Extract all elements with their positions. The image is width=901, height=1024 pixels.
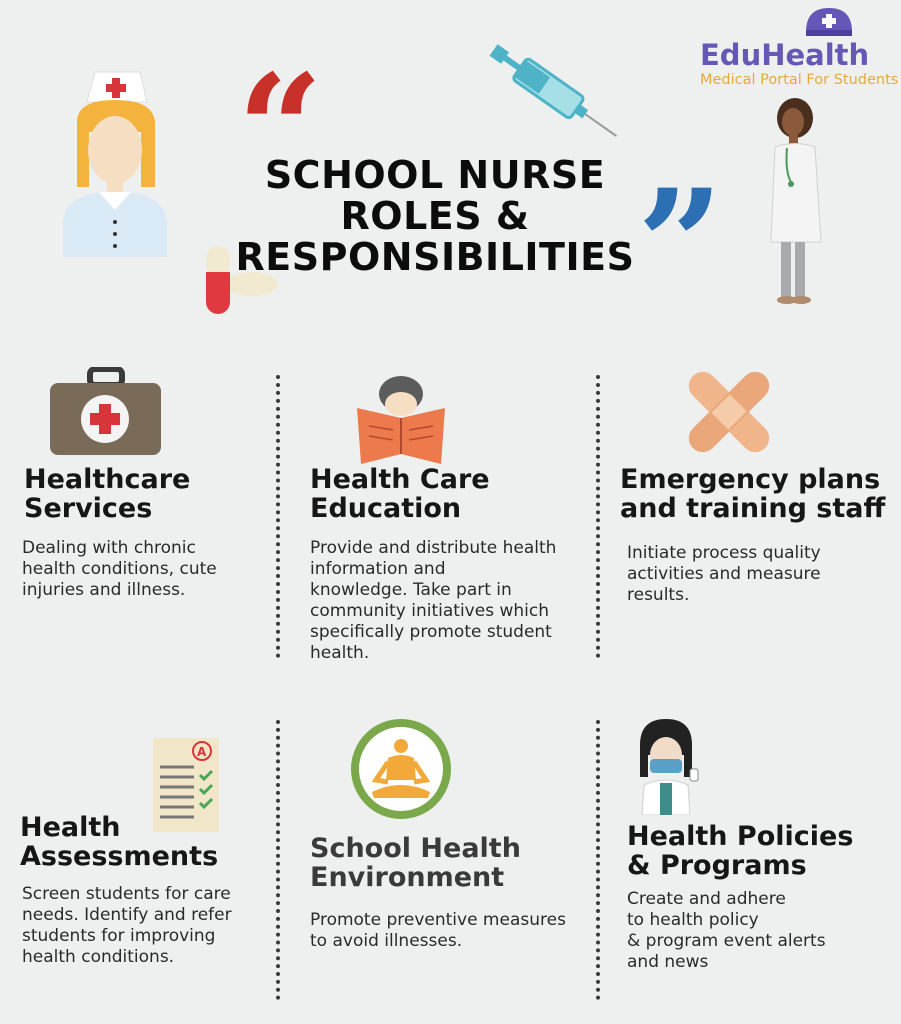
heading-line: Emergency plans — [620, 464, 881, 495]
brand-logo-icon — [802, 4, 856, 38]
desc-line: information and — [310, 559, 446, 579]
card-description — [310, 910, 566, 952]
desc-line: Dealing with chronic — [22, 538, 196, 558]
doctor-illustration — [765, 92, 830, 307]
desc-line: and news — [627, 952, 709, 972]
desc-line: needs. Identify and refer — [22, 905, 232, 925]
desc-line: results. — [627, 585, 690, 605]
desc-line: students for improving — [22, 926, 216, 946]
card-description — [22, 538, 217, 601]
desc-line: Provide and distribute health — [310, 538, 557, 558]
heading-line: & Programs — [627, 850, 807, 881]
nurse-illustration — [55, 62, 175, 257]
title-line: ROLES & — [340, 194, 530, 238]
brand-tagline: Medical Portal For Students — [700, 72, 899, 88]
title-line: SCHOOL NURSE — [264, 153, 606, 197]
card-heading — [627, 822, 853, 880]
title-line: RESPONSIBILITIES — [235, 235, 635, 279]
desc-line: knowledge. Take part in — [310, 580, 512, 600]
syringe-icon — [470, 28, 640, 158]
heading-line: Assessments — [20, 841, 219, 872]
reading-student-icon — [355, 372, 447, 467]
bandage-icon — [682, 365, 777, 460]
card-heading — [20, 813, 218, 871]
heading-line: Health Policies — [627, 821, 854, 852]
column-divider — [596, 720, 600, 1000]
desc-line: Screen students for care — [22, 884, 231, 904]
desc-line: activities and measure — [627, 564, 821, 584]
heading-line: Health — [20, 812, 121, 843]
column-divider — [596, 375, 600, 658]
card-heading — [24, 465, 190, 523]
desc-line: injuries and illness. — [22, 580, 186, 600]
desc-line: health. — [310, 643, 370, 663]
desc-line: health conditions, cute — [22, 559, 217, 579]
heading-line: School Health — [310, 833, 521, 864]
heading-line: Education — [310, 493, 462, 524]
column-divider — [276, 375, 280, 658]
first-aid-kit-icon — [48, 367, 163, 457]
desc-line: Initiate process quality — [627, 543, 821, 563]
heading-line: Healthcare — [24, 464, 191, 495]
heading-line: Health Care — [310, 464, 490, 495]
card-heading — [310, 834, 521, 892]
open-quote-icon: “ — [237, 42, 324, 218]
heading-line: and training staff — [620, 493, 886, 524]
card-description — [627, 889, 826, 973]
desc-line: health conditions. — [22, 947, 175, 967]
desc-line: Promote preventive measures — [310, 910, 566, 930]
desc-line: to health policy — [627, 910, 759, 930]
desc-line: community initiatives which — [310, 601, 549, 621]
close-quote-icon: ” — [637, 157, 724, 333]
desc-line: specifically promote student — [310, 622, 552, 642]
desc-line: & program event alerts — [627, 931, 826, 951]
svg-text:A: A — [197, 745, 207, 759]
desc-line: Create and adhere — [627, 889, 786, 909]
brand-name: EduHealth — [700, 38, 870, 72]
meditation-icon — [350, 718, 452, 820]
card-heading — [310, 465, 490, 523]
heading-line: Services — [24, 493, 153, 524]
heading-line: Environment — [310, 862, 505, 893]
card-description — [627, 543, 821, 606]
card-description — [310, 538, 556, 664]
desc-line: to avoid illnesses. — [310, 931, 463, 951]
page-title — [235, 155, 635, 278]
column-divider — [276, 720, 280, 1000]
masked-nurse-icon — [632, 715, 702, 815]
card-heading — [620, 465, 885, 523]
card-description — [22, 884, 232, 968]
